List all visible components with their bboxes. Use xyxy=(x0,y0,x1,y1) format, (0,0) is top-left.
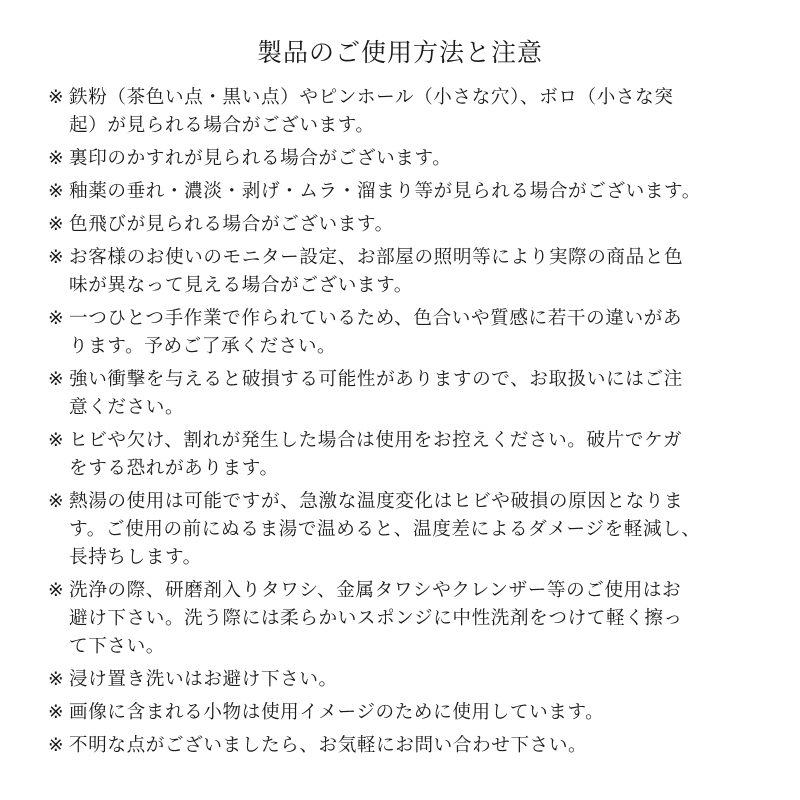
caution-mark: ※ xyxy=(48,702,65,723)
caution-item xyxy=(48,211,766,239)
caution-mark: ※ xyxy=(48,669,65,690)
caution-mark: ※ xyxy=(48,214,65,235)
caution-mark: ※ xyxy=(48,430,65,451)
caution-mark: ※ xyxy=(48,735,65,756)
caution-item xyxy=(48,666,766,694)
page-title: 製品のご使用方法と注意 xyxy=(256,38,543,67)
caution-mark: ※ xyxy=(48,308,65,329)
caution-text-line: お客様のお使いのモニター設定、お部屋の照明等により実際の商品と色 xyxy=(69,247,684,268)
caution-mark: ※ xyxy=(48,369,65,390)
caution-list xyxy=(48,84,766,765)
caution-text-line: 意ください。 xyxy=(69,397,185,418)
caution-text-line: す。ご使用の前にぬるま湯で温めると、温度差によるダメージを軽減し、 xyxy=(69,519,701,540)
caution-item xyxy=(48,244,766,300)
caution-item xyxy=(48,488,766,572)
caution-item xyxy=(48,699,766,727)
caution-item xyxy=(48,84,766,140)
caution-text-line: 不明な点がございましたら、お気軽にお問い合わせ下さい。 xyxy=(69,735,588,756)
caution-mark: ※ xyxy=(48,491,65,512)
caution-item xyxy=(48,732,766,760)
caution-text-line: 味が異なって見える場合がございます。 xyxy=(69,275,414,296)
caution-text-line: 色飛びが見られる場合がございます。 xyxy=(69,214,394,235)
caution-item xyxy=(48,427,766,483)
caution-item xyxy=(48,366,766,422)
caution-text-line: をする恐れがあります。 xyxy=(69,458,279,479)
caution-mark: ※ xyxy=(48,580,65,601)
caution-text-line: 強い衝撃を与えると破損する可能性がありますので、お取扱いにはご注 xyxy=(69,369,683,390)
caution-item xyxy=(48,178,766,206)
caution-text-line: 浸け置き洗いはお避け下さい。 xyxy=(69,669,338,690)
caution-text-line: 洗浄の際、研磨剤入りタワシ、金属タワシやクレンザー等のご使用はお xyxy=(69,580,682,601)
caution-text-line: 長持ちします。 xyxy=(69,547,202,568)
caution-item xyxy=(48,577,766,661)
caution-mark: ※ xyxy=(48,87,65,108)
caution-item xyxy=(48,145,766,173)
caution-mark: ※ xyxy=(48,148,65,169)
caution-text-line: 裏印のかすれが見られる場合がございます。 xyxy=(69,148,452,169)
caution-mark: ※ xyxy=(48,247,65,268)
caution-text-line: て下さい。 xyxy=(69,636,165,657)
caution-item xyxy=(48,305,766,361)
caution-text-line: 一つひとつ手作業で作られているため、色合いや質感に若干の違いがあ xyxy=(69,308,683,329)
caution-text-line: 避け下さい。洗う際には柔らかいスポンジに中性洗剤をつけて軽く擦っ xyxy=(69,608,683,629)
caution-text-line: 起）が見られる場合がございます。 xyxy=(69,115,375,136)
caution-text-line: ります。予めご了承ください。 xyxy=(69,336,337,357)
caution-text-line: 画像に含まれる小物は使用イメージのために使用しています。 xyxy=(69,702,605,723)
caution-text-line: 鉄粉（茶色い点・黒い点）やピンホール（小さな穴）、ボロ（小さな突 xyxy=(69,87,674,108)
caution-text-line: 熱湯の使用は可能ですが、急激な温度変化はヒビや破損の原因となりま xyxy=(69,491,684,512)
caution-text-line: ヒビや欠け、割れが発生した場合は使用をお控えください。破片でケガ xyxy=(69,430,683,451)
caution-mark: ※ xyxy=(48,181,65,202)
caution-text-line: 釉薬の垂れ・濃淡・剥げ・ムラ・溜まり等が見られる場合がございます。 xyxy=(69,181,701,202)
